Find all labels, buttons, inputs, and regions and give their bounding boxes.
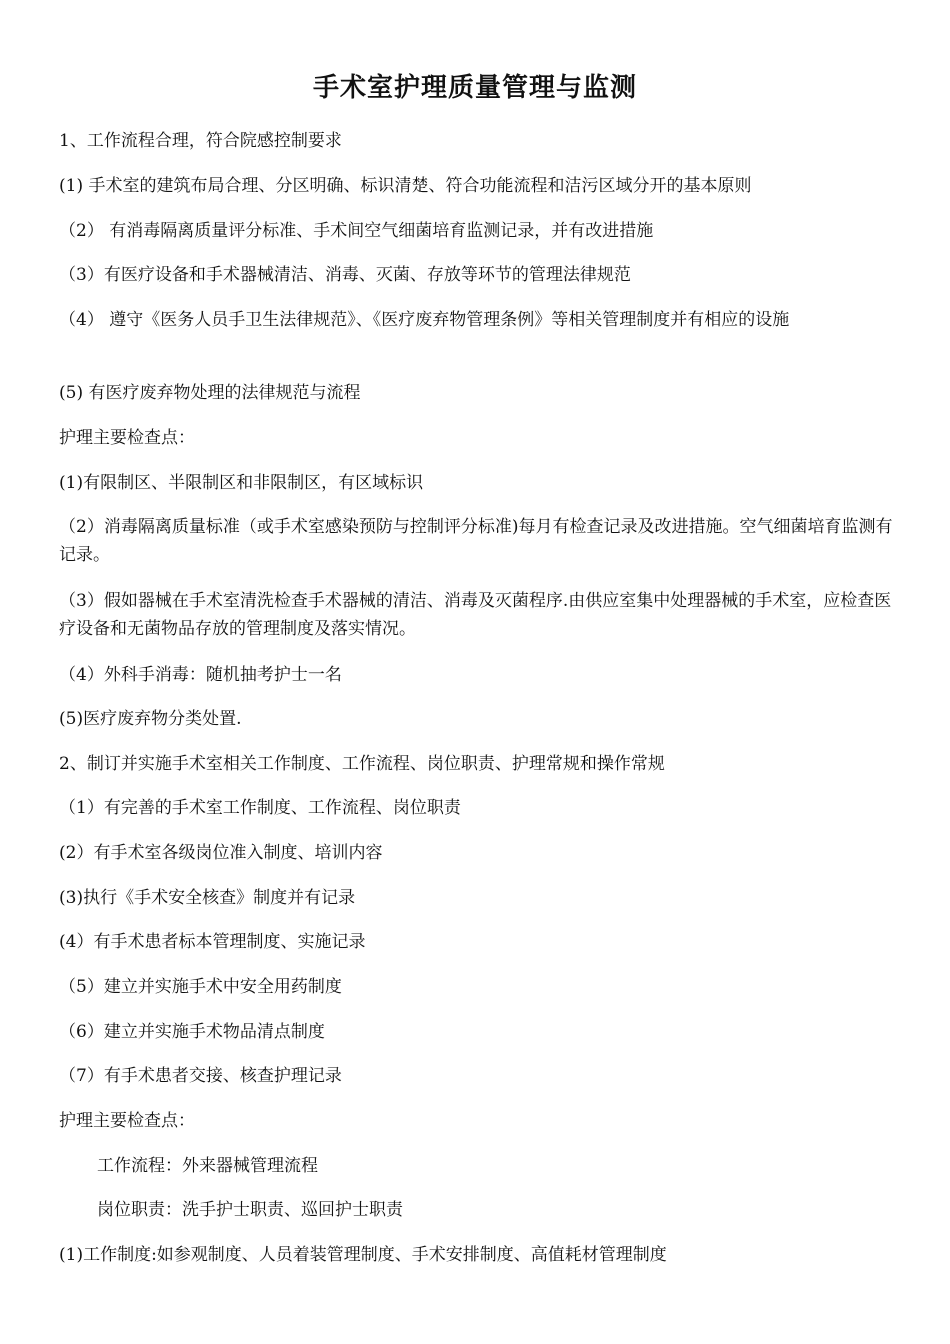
item-2-1: （1）有完善的手术室工作制度、工作流程、岗位职责 xyxy=(59,798,461,818)
item-2-4: (4）有手术患者标本管理制度、实施记录 xyxy=(59,932,366,952)
item-1-4: （4） 遵守《医务人员手卫生法律规范》、《医疗废弃物管理条例》等相关管理制度并有相应的设施 xyxy=(59,310,790,330)
check-item-1-1: (1)有限制区、半限制区和非限制区，有区域标识 xyxy=(59,473,424,493)
check-item-1-5: (5)医疗废弃物分类处置. xyxy=(59,709,242,729)
item-1-3: （3）有医疗设备和手术器械清洁、消毒、灭菌、存放等环节的管理法律规范 xyxy=(59,265,631,285)
item-1-5: (5) 有医疗废弃物处理的法律规范与流程 xyxy=(59,383,361,403)
check-item-1-2: （2）消毒隔离质量标准（或手术室感染预防与控制评分标准)每月有检查记录及改进措施。空气细菌培育监测有记录。 xyxy=(59,517,893,565)
section-2-heading: 2、制订并实施手术室相关工作制度、工作流程、岗位职责、护理常规和操作常规 xyxy=(59,754,665,774)
item-2-7: （7）有手术患者交接、核查护理记录 xyxy=(59,1066,342,1086)
check-points-heading-2: 护理主要检查点： xyxy=(59,1111,195,1131)
item-2-2: (2）有手术室各级岗位准入制度、培训内容 xyxy=(59,843,383,863)
item-1-1: (1) 手术室的建筑布局合理、分区明确、标识清楚、符合功能流程和洁污区域分开的基本原则 xyxy=(59,176,752,196)
item-2-6: （6）建立并实施手术物品清点制度 xyxy=(59,1022,325,1042)
item-2-3: (3)执行《手术安全核查》制度并有记录 xyxy=(59,888,356,908)
item-1-2: （2） 有消毒隔离质量评分标准、手术间空气细菌培育监测记录，并有改进措施 xyxy=(59,221,654,241)
duty-check: 岗位职责：洗手护士职责、巡回护士职责 xyxy=(97,1200,403,1220)
workflow-check: 工作流程：外来器械管理流程 xyxy=(97,1156,318,1176)
check-item-2-1: (1)工作制度:如参观制度、人员着装管理制度、手术安排制度、高值耗材管理制度 xyxy=(59,1245,667,1265)
check-item-1-3: （3）假如器械在手术室清洗检查手术器械的清洁、消毒及灭菌程序.由供应室集中处理器械的手术室，应检查医疗设备和无菌物品存放的管理制度及落实情况。 xyxy=(59,591,892,639)
check-points-heading-1: 护理主要检查点： xyxy=(59,428,195,448)
document-title: 手术室护理质量管理与监测 xyxy=(312,73,637,103)
check-item-1-4: （4）外科手消毒：随机抽考护士一名 xyxy=(59,665,342,685)
item-2-5: （5）建立并实施手术中安全用药制度 xyxy=(59,977,342,997)
section-1-heading: 1、工作流程合理，符合院感控制要求 xyxy=(59,131,342,151)
